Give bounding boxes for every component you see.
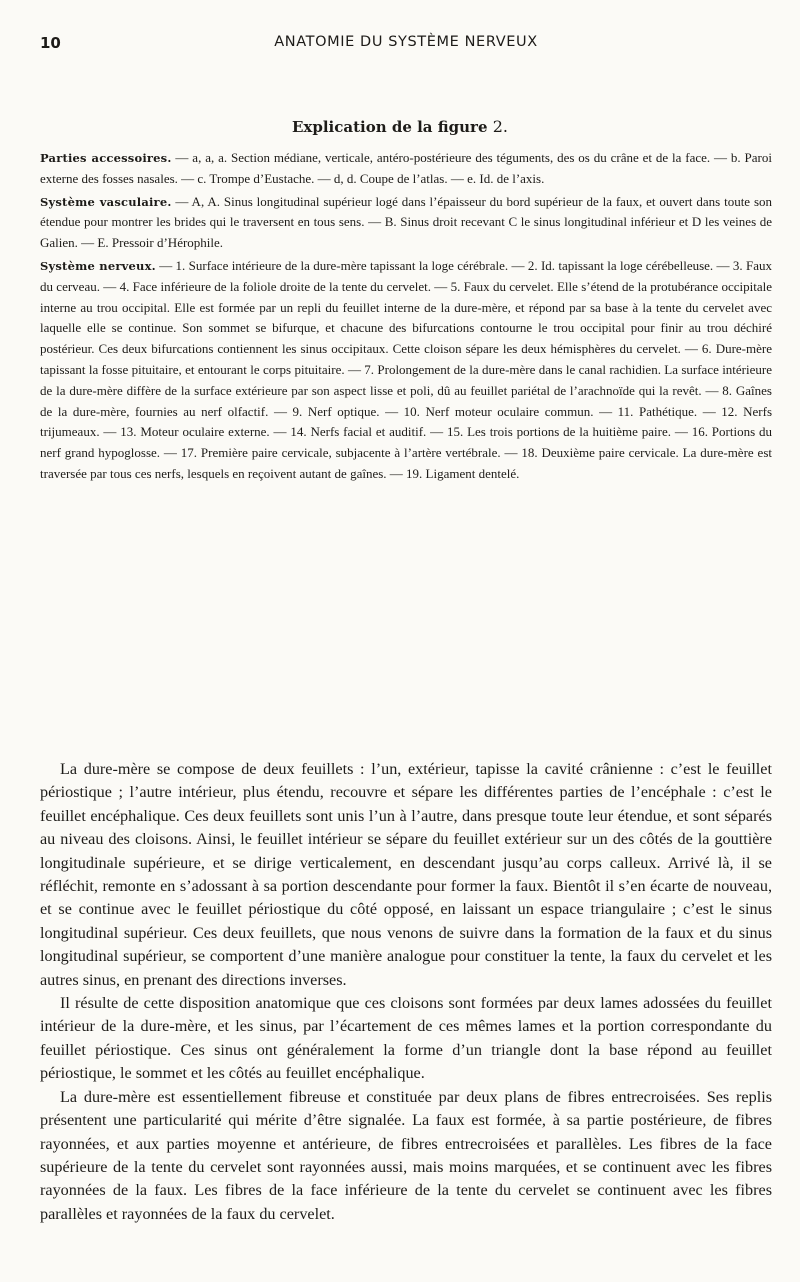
- body-text: [40, 758, 772, 1226]
- running-title: ANATOMIE DU SYSTÈME NERVEUX: [274, 34, 538, 50]
- page-number: 10: [40, 34, 61, 52]
- legend-systeme-vasculaire: [40, 192, 772, 254]
- legend-text: — a, a, a. Section médiane, verticale, antéro-postérieure des téguments, des os du crâne et de la face. — b. Paroi externe des fosses nasales. — c. Trompe d’Eustache. — d, d. Coupe de l’atlas. — e. Id. de l’axis.: [40, 150, 772, 186]
- legend-systeme-nerveux: [40, 256, 772, 485]
- figure-number: 2.: [492, 117, 508, 136]
- body-paragraph: La dure-mère est essentiellement fibreuse et constituée par deux plans de fibres entrecroisées. Ses replis présentent une particularité qui mérite d’être signalée. La faux est formée, à sa partie postérieure, de fibres rayonnées, et aux parties moyenne et antérieure, de fibres entrecroisées et parallèles. Les fibres de la face supérieure de la tente du cervelet sont rayonnées aussi, mais moins marquées, et se continuent avec les fibres rayonnées de la faux. Les fibres de la face inférieure de la tente du cervelet se continuent avec les fibres parallèles et rayonnées de la faux du cervelet.: [40, 1087, 772, 1223]
- legend-lead: Parties accessoires.: [40, 151, 172, 165]
- figure-legend: [40, 148, 772, 487]
- caption-title-text: Explication de la figure: [291, 118, 488, 136]
- legend-lead: Système nerveux.: [40, 258, 156, 273]
- body-paragraph: La dure-mère se compose de deux feuillets : l’un, extérieur, tapisse la cavité crânienne : c’est le feuillet périostique ; l’autre intérieur, plus étendu, recouvre et sépare les différentes parties de l’encéphale : c’est le feuillet encéphalique. Ces deux feuillets sont unis l’un à l’autre, dans presque toute leur étendue, et sont séparés au niveau des cloisons. Ainsi, le feuillet intérieur se sépare du feuillet extérieur sur un des côtés de la gouttière longitudinale supérieure, et se dirige verticalement, en descendant jusqu’au corps calleux. Arrivé là, il se réfléchit, remonte en s’adossant à sa portion descendante pour former la faux. Bientôt il s’en écarte de nouveau, et se continue avec le feuillet périostique du côté opposé, en laissant un espace triangulaire ; c’est le sinus longitudinal supérieur. Ces deux feuillets, que nous venons de suivre dans la formation de la faux et du sinus longitudinal supérieur, se comportent d’une manière analogue pour constituer la tente, la faux du cervelet et les autres sinus, en prenant des directions inverses.: [40, 760, 772, 989]
- legend-parts-accessoires: [40, 148, 772, 190]
- body-paragraph: Il résulte de cette disposition anatomique que ces cloisons sont formées par deux lames adossées du feuillet intérieur de la dure-mère, et les sinus, par l’écartement de ces mêmes lames et la portion correspondante du feuillet périostique. Ces sinus ont généralement la forme d’un triangle dont la base répond au feuillet périostique, le sommet et les côtés au feuillet encéphalique.: [40, 994, 772, 1083]
- legend-text: — A, A. Sinus longitudinal supérieur logé dans l’épaisseur du bord supérieur de la faux, et ouvert dans toute son étendue pour montrer les brides qui le traversent en tous sens. — B. Sinus droit recevant C le sinus longitudinal inférieur et D les veines de Galien. — E. Pressoir d’Hérophile.: [40, 193, 773, 251]
- legend-lead: Système vasculaire.: [40, 194, 172, 209]
- running-head: [40, 34, 772, 58]
- figure-caption-title: [0, 117, 800, 136]
- legend-text: — 1. Surface intérieure de la dure-mère tapissant la loge cérébrale. — 2. Id. tapissant la loge cérébelleuse. — 3. Faux du cerveau. — 4. Face inférieure de la foliole droite de la tente du cervelet. — 5. Faux du cervelet. Elle s’étend de la protubérance occipitale interne au trou occipital. Elle est formée par un repli du feuillet interne de la dure-mère, et répond par sa base à la tente du cervelet avec laquelle elle se continue. Son sommet se bifurque, et chacune des bifurcations contourne le trou occipital pour finir au trou déchiré postérieur. Ces deux bifurcations contiennent les sinus occipitaux. Cette cloison sépare les deux hémisphères du cervelet. — 6. Dure-mère tapissant la fosse pituitaire, et entourant le corps pituitaire. — 7. Prolongement de la dure-mère dans le canal rachidien. La surface intérieure de la dure-mère diffère de la surface extérieure par son aspect lisse et poli, dû au feuillet pariétal de l’arachnoïde qui la revêt. — 8. Gaînes de la dure-mère, fournies au nerf olfactif. — 9. Nerf optique. — 10. Nerf moteur oculaire commun. — 11. Pathétique. — 12. Nerfs trijumeaux. — 13. Moteur oculaire externe. — 14. Nerfs facial et auditif. — 15. Les trois portions de la huitième paire. — 16. Portions du nerf grand hypoglosse. — 17. Première paire cervicale, subjacente à l’artère vertébrale. — 18. Deuxième paire cervicale. La dure-mère est traversée par tous ces nerfs, lesquels en reçoivent autant de gaînes. — 19. Ligament dentelé.: [40, 257, 772, 481]
